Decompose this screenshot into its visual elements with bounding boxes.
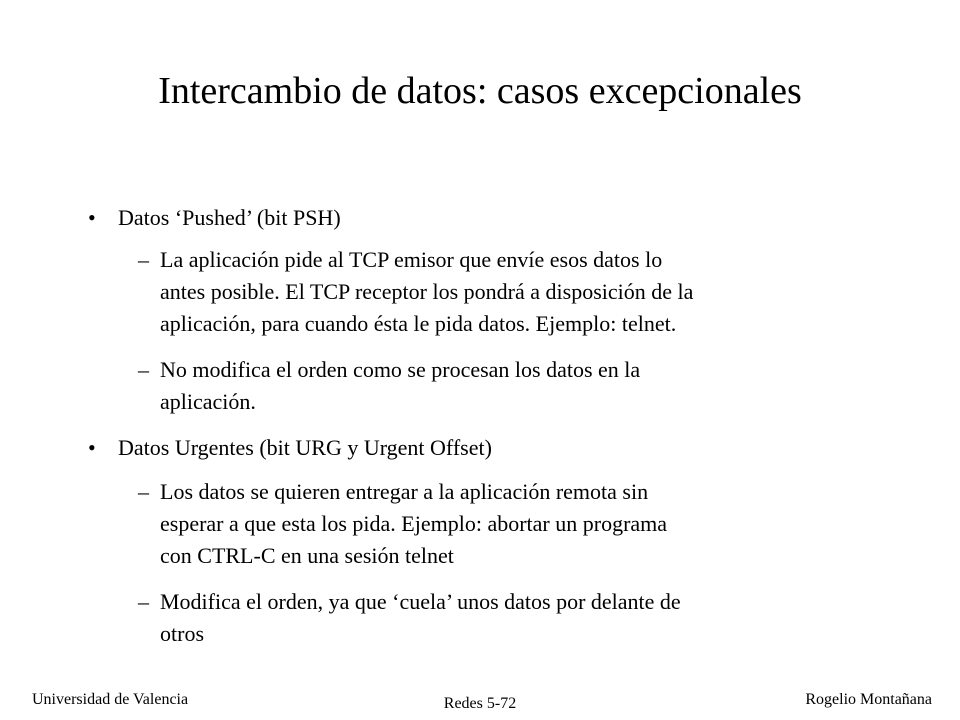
bullet-marker: • [88,205,96,230]
subitem-line: esperar a que esta los pida. Ejemplo: abortar un programa [160,511,668,536]
dash-marker: – [138,589,149,614]
dash-marker: – [138,247,149,272]
footer-author: Rogelio Montañana [805,691,932,708]
subitem-line: Modifica el orden, ya que ‘cuela’ unos datos por delante de [160,589,681,614]
dash-marker: – [138,357,149,382]
footer-institution: Universidad de Valencia [32,691,189,708]
subitem-line: aplicación, para cuando ésta le pida datos. Ejemplo: telnet. [160,311,677,336]
subitem-line: antes posible. El TCP receptor los pondrá a disposición de la [160,279,694,304]
bullet-1-text: Datos ‘Pushed’ (bit PSH) [118,205,341,230]
subitem-2-2 [138,586,681,650]
subitem-line: Los datos se quieren entregar a la aplicación remota sin [160,479,649,504]
subitem-2-1 [138,476,668,572]
subitem-1-1 [138,244,694,340]
footer-page-number: Redes 5-72 [443,695,517,712]
subitem-line: La aplicación pide al TCP emisor que envíe esos datos lo [160,247,663,272]
dash-marker: – [138,479,149,504]
subitem-line: otros [160,621,204,646]
bullet-marker: • [88,435,96,460]
bullet-2 [88,432,492,464]
bullet-1 [88,202,341,234]
subitem-1-2 [138,354,641,418]
subitem-line: con CTRL-C en una sesión telnet [160,543,454,568]
bullet-2-text: Datos Urgentes (bit URG y Urgent Offset) [118,435,492,460]
slide-title: Intercambio de datos: casos excepcionales [158,70,802,112]
subitem-line: aplicación. [160,389,256,414]
subitem-line: No modifica el orden como se procesan los datos en la [160,357,641,382]
